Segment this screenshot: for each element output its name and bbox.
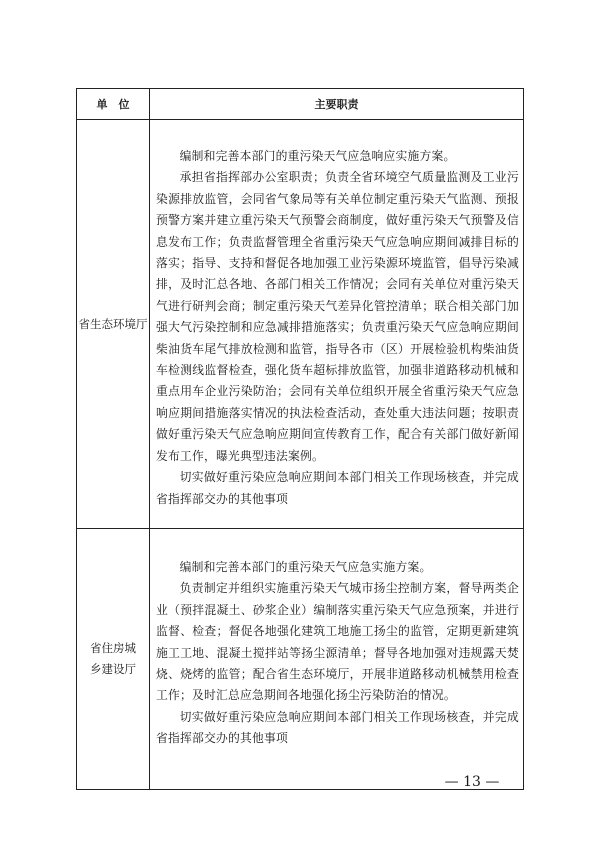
duty-table bbox=[76, 88, 524, 790]
duty-paragraph: 切实做好重污染应急响应期间本部门相关工作现场核查，并完成省指挥部交办的其他事项 bbox=[156, 709, 519, 746]
duty-paragraph: 编制和完善本部门的重污染天气应急实施方案。 bbox=[179, 560, 432, 574]
header-unit: 单 位 bbox=[77, 89, 150, 120]
table-row bbox=[77, 120, 524, 529]
unit-name-line: 省住房城乡建设厅 bbox=[90, 641, 136, 676]
table-header-row bbox=[77, 89, 524, 120]
duty-paragraph: 负责制定并组织实施重污染天气城市扬尘控制方案，督导两类企业（预拌混凝土、砂浆企业）编制落实重污染天气应急预案，并进行监督、检查；督促各地强化建筑工地施工扬尘的监管，定期更新建筑施工工地、混凝土搅拌站等扬尘源清单；督导各地加强对违规露天焚烧、烧烤的监管；配合省生态环境厅，开展非道路移动机械禁用检查工作；及时汇总应急期间各地强化扬尘污染防治的情况。 bbox=[156, 581, 519, 703]
duty-description bbox=[150, 529, 524, 790]
unit-name: 省生态环境厅 bbox=[77, 120, 150, 529]
table-row bbox=[77, 529, 524, 790]
duty-paragraph: 承担省指挥部办公室职责；负责全省环境空气质量监测及工业污染源排放监管，会同省气象局等有关单位制定重污染天气监测、预报预警方案并建立重污染天气预警会商制度，做好重污染天气预警及信息发布工作；负责监督管理全省重污染天气应急响应期间减排目标的落实；指导、支持和督促各地加强工业污染源环境监管，倡导污染减排，及时汇总各地、各部门相关工作情况；会同有关单位对重污染天气进行研判会商；制定重污染天气差异化管控清单；联合相关部门加强大气污染控制和应急减排措施落实；负责重污染天气应急响应期间柴油货车尾气排放检测和监管，指导各市（区）开展检验机构柴油货车检测线监督检查，强化货车超标排放监管，加强非道路移动机械和重点用车企业污染防治；会同有关单位组织开展全省重污染天气应急响应期间措施落实情况的执法检查活动，查处重大违法问题；按职责做好重污染天气应急响应期间宣传教育工作，配合有关部门做好新闻发布工作，曝光典型违法案例。 bbox=[156, 170, 519, 463]
duty-paragraph: 编制和完善本部门的重污染天气应急响应实施方案。 bbox=[179, 149, 456, 163]
page-number: — 13 — bbox=[444, 774, 500, 790]
header-duties: 主要职责 bbox=[150, 89, 524, 120]
duty-description bbox=[150, 120, 524, 529]
unit-name bbox=[77, 529, 150, 790]
duty-paragraph: 切实做好重污染应急响应期间本部门相关工作现场核查，并完成省指挥部交办的其他事项 bbox=[156, 470, 519, 506]
